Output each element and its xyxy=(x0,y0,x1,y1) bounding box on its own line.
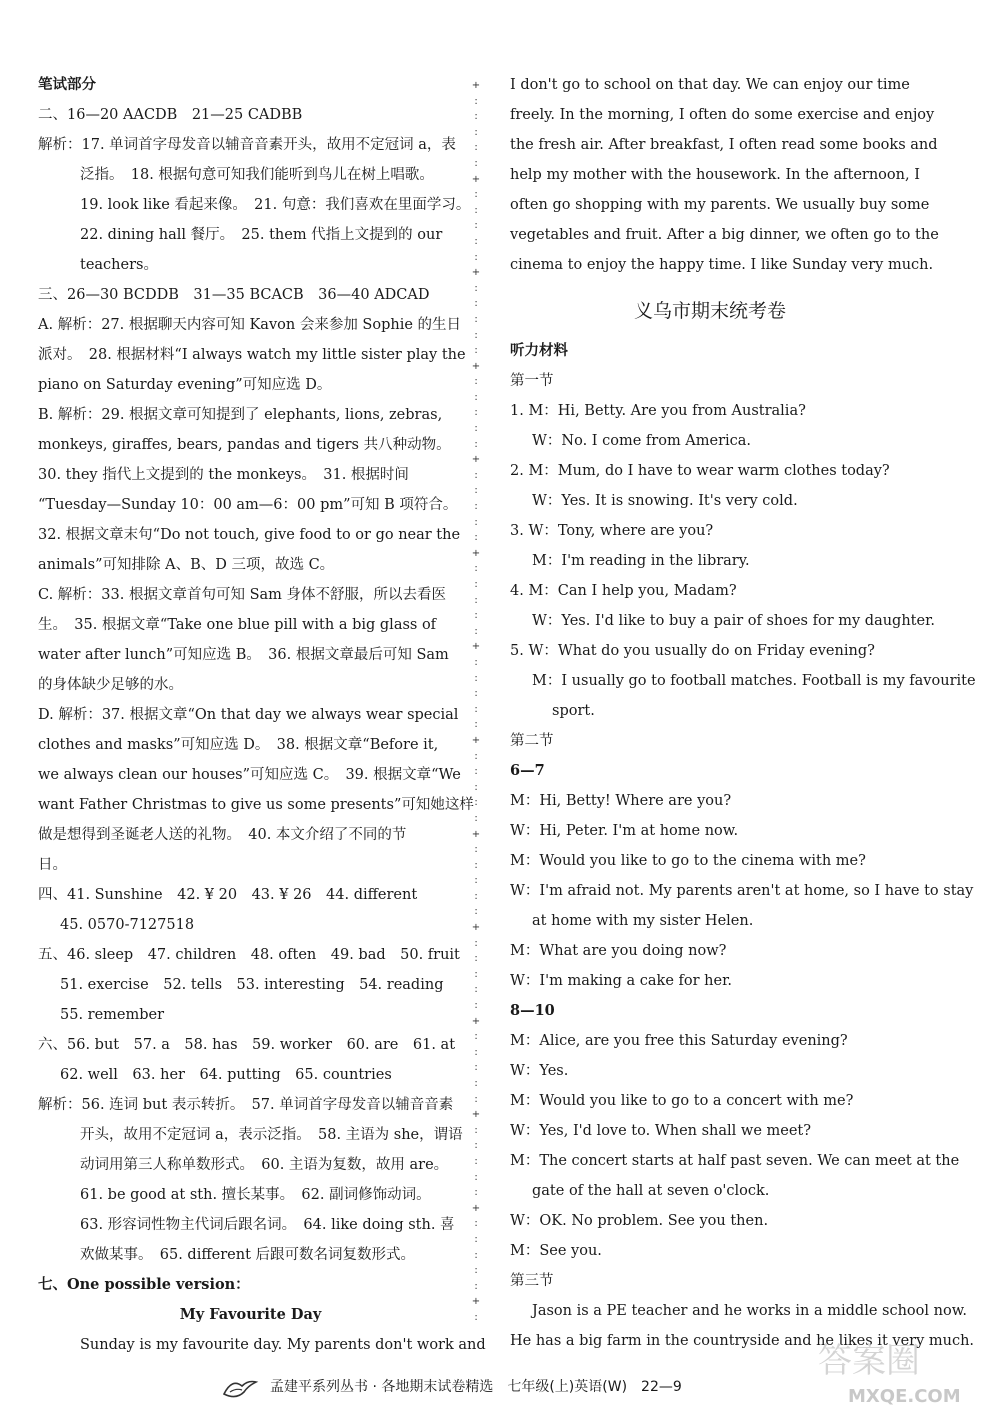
answer-key-line: My Favourite Day xyxy=(179,1306,322,1323)
divider-mark: + xyxy=(471,1015,481,1027)
divider-mark: + xyxy=(471,1296,481,1308)
divider-mark: : xyxy=(474,1000,478,1012)
transcript-line: M：Would you like to go to a concert with me? xyxy=(510,1093,854,1109)
divider-mark: : xyxy=(474,313,478,325)
divider-mark: : xyxy=(474,1218,478,1230)
answer-key-line: 开头，故用不定冠词 a，表示泛指。 58. 主语为 she，谓语 xyxy=(80,1127,463,1143)
cut-line-divider xyxy=(470,78,482,1328)
divider-mark: + xyxy=(471,360,481,372)
divider-mark: : xyxy=(474,610,478,622)
divider-mark: : xyxy=(474,329,478,341)
divider-mark: : xyxy=(474,688,478,700)
answer-key-line: 动词用第三人称单数形式。 60. 主语为复数，故用 are。 xyxy=(80,1157,449,1173)
divider-mark: + xyxy=(471,922,481,934)
transcript-line: M：See you. xyxy=(510,1243,602,1259)
divider-mark: : xyxy=(474,438,478,450)
answer-key-line: 22. dining hall 餐厅。 25. them 代指上文提到的 our xyxy=(80,227,443,243)
divider-mark: : xyxy=(474,703,478,715)
divider-mark: : xyxy=(474,1078,478,1089)
divider-mark: + xyxy=(471,1202,481,1214)
divider-mark: : xyxy=(474,298,478,310)
divider-mark: + xyxy=(471,641,481,653)
divider-mark: : xyxy=(474,781,478,793)
transcript-line: gate of the hall at seven o'clock. xyxy=(532,1183,770,1199)
answer-key-line: we always clean our houses”可知应选 C。 39. 根据文章“We xyxy=(38,767,461,783)
divider-mark: + xyxy=(471,454,481,466)
divider-mark: : xyxy=(474,157,478,169)
answer-key-line: 19. look like 看起来像。 21. 句意：我们喜欢在里面学习。 xyxy=(80,197,471,213)
divider-mark: : xyxy=(474,812,478,824)
transcript-line: 6—7 xyxy=(510,762,545,779)
divider-mark: : xyxy=(474,1311,478,1323)
divider-mark: : xyxy=(474,345,478,357)
bird-logo-icon xyxy=(220,1372,260,1402)
divider-mark: + xyxy=(471,547,481,559)
divider-mark: + xyxy=(471,734,481,746)
divider-mark: : xyxy=(474,1124,478,1136)
divider-mark: : xyxy=(474,95,478,107)
transcript-line: M：Alice, are you free this Saturday evening? xyxy=(510,1033,848,1049)
essay-line: cinema to enjoy the happy time. I like Sunday very much. xyxy=(510,257,934,273)
divider-mark: : xyxy=(474,501,478,513)
transcript-line: 1. M：Hi, Betty. Are you from Australia? xyxy=(510,403,806,419)
answer-key-line: 55. remember xyxy=(60,1007,165,1023)
answer-key-line: “Tuesday—Sunday 10：00 am—6：00 pm”可知 B 项符合。 xyxy=(38,497,458,513)
transcript-line: at home with my sister Helen. xyxy=(532,913,754,929)
divider-mark: : xyxy=(474,594,478,606)
divider-mark: : xyxy=(474,423,478,435)
section-title: 义乌市期末统考卷 xyxy=(633,300,786,322)
answer-key-line: 63. 形容词性物主代词后跟名词。 64. like doing sth. 喜 xyxy=(80,1217,455,1233)
answer-key-line: want Father Christmas to give us some presents”可知她这样 xyxy=(38,797,474,813)
transcript-line: M：Would you like to go to the cinema with me? xyxy=(510,853,866,869)
watermark-url: MXQE.COM xyxy=(848,1386,961,1407)
divider-mark: : xyxy=(474,1031,478,1043)
divider-mark: : xyxy=(474,1155,478,1167)
divider-mark: : xyxy=(474,766,478,778)
transcript-line: 3. W：Tony, where are you? xyxy=(510,523,714,539)
divider-mark: : xyxy=(474,672,478,684)
essay-line: the fresh air. After breakfast, I often read some books and xyxy=(510,137,938,153)
divider-mark: : xyxy=(474,189,478,201)
divider-mark: : xyxy=(474,1046,478,1058)
answer-key-line: 的身体缺少足够的水。 xyxy=(38,677,183,693)
answer-key-line: B. 解析：29. 根据文章可知提到了 elephants, lions, zebras, xyxy=(38,407,443,423)
divider-mark: : xyxy=(474,906,478,918)
transcript-line: M：What are you doing now? xyxy=(510,943,727,959)
transcript-line: W：I'm making a cake for her. xyxy=(510,973,733,989)
transcript-line: 第三节 xyxy=(510,1273,554,1289)
divider-mark: : xyxy=(474,142,478,154)
divider-mark: + xyxy=(471,1109,481,1121)
left-column xyxy=(38,70,486,1360)
answer-key-line: 三、26—30 BCDDB 31—35 BCACB 36—40 ADCAD xyxy=(38,287,430,303)
divider-mark: : xyxy=(474,126,478,138)
divider-mark: : xyxy=(474,391,478,403)
answer-key-line: 泛指。 18. 根据句意可知我们能听到鸟儿在树上唱歌。 xyxy=(80,167,434,183)
right-column xyxy=(510,70,976,1356)
divider-mark: : xyxy=(474,485,478,497)
essay-line: help my mother with the housework. In the afternoon, I xyxy=(510,167,920,183)
transcript-line: 2. M：Mum, do I have to wear warm clothes today? xyxy=(510,463,890,479)
transcript-line: M：Hi, Betty! Where are you? xyxy=(510,793,732,809)
divider-mark: : xyxy=(474,953,478,965)
transcript-line: W：Yes, I'd love to. When shall we meet? xyxy=(510,1123,812,1139)
watermark-text: 答案圈 xyxy=(818,1341,920,1381)
transcript-line: W：OK. No problem. See you then. xyxy=(510,1213,769,1229)
divider-mark: : xyxy=(474,251,478,263)
divider-mark: : xyxy=(474,859,478,871)
answer-key-line: 61. be good at sth. 擅长某事。 62. 副词修饰动词。 xyxy=(80,1187,431,1203)
transcript-line: 8—10 xyxy=(510,1002,555,1019)
divider-mark: : xyxy=(474,719,478,731)
answer-key-line: 45. 0570-7127518 xyxy=(60,917,195,933)
listening-transcript xyxy=(510,336,976,1356)
transcript-line: 第二节 xyxy=(510,733,554,749)
transcript-line: W：Hi, Peter. I'm at home now. xyxy=(510,823,739,839)
divider-mark: : xyxy=(474,1249,478,1261)
transcript-line: W：Yes. It is snowing. It's very cold. xyxy=(532,493,798,509)
answer-key-line: 七、One possible version： xyxy=(38,1276,250,1293)
answer-key-line: 笔试部分 xyxy=(38,76,96,93)
transcript-line: 5. W：What do you usually do on Friday evening? xyxy=(510,643,875,659)
transcript-line: 4. M：Can I help you, Madam? xyxy=(510,583,737,599)
answer-key-line: 32. 根据文章末句“Do not touch, give food to or go near the xyxy=(38,527,461,543)
divider-mark: : xyxy=(474,750,478,762)
divider-mark: : xyxy=(474,235,478,247)
divider-mark: : xyxy=(474,407,478,419)
transcript-line: M：I usually go to football matches. Football is my favourite xyxy=(532,673,976,689)
answer-key-line: 四、41. Sunshine 42. ¥ 20 43. ¥ 26 44. different xyxy=(38,887,418,903)
answer-key-line: piano on Saturday evening”可知应选 D。 xyxy=(38,377,332,393)
divider-mark: : xyxy=(474,516,478,528)
divider-mark: : xyxy=(474,656,478,668)
divider-mark: : xyxy=(474,1140,478,1152)
essay-continuation xyxy=(510,70,939,280)
answer-key-line: 解析：17. 单词首字母发音以辅音音素开头，故用不定冠词 a，表 xyxy=(38,137,456,153)
answer-key-line: 30. they 指代上文提到的 the monkeys。 31. 根据时间 xyxy=(38,467,409,483)
answer-key-line: 做是想得到圣诞老人送的礼物。 40. 本文介绍了不同的节 xyxy=(38,827,407,843)
divider-mark: : xyxy=(474,220,478,232)
essay-line: vegetables and fruit. After a big dinner, we often go to the xyxy=(510,227,939,243)
transcript-line: 听力材料 xyxy=(510,342,568,359)
answer-key-line: teachers。 xyxy=(80,257,158,273)
divider-mark: : xyxy=(474,579,478,590)
transcript-line: M：I'm reading in the library. xyxy=(532,553,750,569)
footer-series-text: 孟建平系列丛书 · 各地期末试卷精选 七年级(上)英语(W) 22—9 xyxy=(270,1379,682,1395)
answer-key-line: 二、16—20 AACDB 21—25 CADBB xyxy=(38,107,303,123)
divider-mark: : xyxy=(474,968,478,980)
answer-key-line: 日。 xyxy=(38,857,67,873)
transcript-line: Jason is a PE teacher and he works in a middle school now. xyxy=(532,1303,968,1319)
transcript-line: W：Yes. xyxy=(510,1063,569,1079)
essay-line: freely. In the morning, I often do some exercise and enjoy xyxy=(510,107,935,123)
divider-mark: : xyxy=(474,469,478,481)
answer-key-line: C. 解析：33. 根据文章首句可知 Sam 身体不舒服，所以去看医 xyxy=(38,587,447,603)
answer-key-line: 五、46. sleep 47. children 48. often 49. bad 50. fruit xyxy=(38,947,460,963)
divider-mark: + xyxy=(471,828,481,840)
answer-key-line: A. 解析：27. 根据聊天内容可知 Kavon 会来参加 Sophie 的生日 xyxy=(38,317,462,333)
answer-key-line: 派对。 28. 根据材料“I always watch my little sister play the xyxy=(38,347,466,363)
answer-key-line: 51. exercise 52. tells 53. interesting 54. reading xyxy=(60,977,444,993)
divider-mark: : xyxy=(474,282,478,294)
answer-key-line: water after lunch”可知应选 B。 36. 根据文章最后可知 Sam xyxy=(38,647,449,663)
answer-key-line: 六、56. but 57. a 58. has 59. worker 60. are 61. at xyxy=(38,1037,456,1053)
answer-key-line: 生。 35. 根据文章“Take one blue pill with a big glass of xyxy=(38,617,437,633)
divider-mark: : xyxy=(474,376,478,388)
essay-line: I don't go to school on that day. We can enjoy our time xyxy=(510,77,910,93)
answer-key-line: clothes and masks”可知应选 D。 38. 根据文章“Before it, xyxy=(38,737,439,753)
divider-mark: : xyxy=(474,797,478,809)
divider-mark: : xyxy=(474,111,478,123)
divider-mark: : xyxy=(474,937,478,949)
divider-mark: + xyxy=(471,80,481,91)
divider-mark: : xyxy=(474,1187,478,1199)
answer-key-line: 62. well 63. her 64. putting 65. countries xyxy=(60,1067,392,1083)
answer-key-line: D. 解析：37. 根据文章“On that day we always wear special xyxy=(38,707,459,723)
transcript-line: sport. xyxy=(552,703,595,719)
divider-mark: : xyxy=(474,1062,478,1074)
divider-mark: : xyxy=(474,532,478,544)
transcript-line: M：The concert starts at half past seven. We can meet at the xyxy=(510,1153,960,1169)
answer-key-line: Sunday is my favourite day. My parents don't work and xyxy=(80,1337,486,1353)
divider-mark: : xyxy=(474,875,478,887)
divider-mark: : xyxy=(474,844,478,856)
divider-mark: + xyxy=(471,173,481,185)
answer-key-line: 解析：56. 连词 but 表示转折。 57. 单词首字母发音以辅音音素 xyxy=(38,1097,454,1113)
divider-mark: : xyxy=(474,625,478,637)
watermark-logo xyxy=(808,1330,968,1410)
divider-mark: : xyxy=(474,1171,478,1183)
transcript-line: 第一节 xyxy=(510,373,554,389)
divider-mark: : xyxy=(474,1233,478,1245)
divider-mark: + xyxy=(471,267,481,279)
answer-key-line: animals”可知排除 A、B、D 三项，故选 C。 xyxy=(38,557,335,573)
transcript-line: He has a big farm in the countryside and he likes it very much. xyxy=(510,1333,975,1349)
divider-mark: : xyxy=(474,1093,478,1105)
divider-mark: : xyxy=(474,204,478,216)
divider-mark: : xyxy=(474,984,478,996)
transcript-line: W：No. I come from America. xyxy=(532,433,752,449)
divider-mark: : xyxy=(474,1280,478,1292)
transcript-line: W：Yes. I'd like to buy a pair of shoes for my daughter. xyxy=(532,613,936,629)
divider-mark: : xyxy=(474,890,478,902)
divider-mark: : xyxy=(474,1265,478,1277)
answer-key-line: 欢做某事。 65. different 后跟可数名词复数形式。 xyxy=(80,1247,416,1263)
essay-line: often go shopping with my parents. We usually buy some xyxy=(510,197,930,213)
transcript-line: W：I'm afraid not. My parents aren't at home, so I have to stay xyxy=(510,883,974,899)
answer-key-line: monkeys, giraffes, bears, pandas and tigers 共八种动物。 xyxy=(38,437,451,453)
divider-mark: : xyxy=(474,563,478,575)
